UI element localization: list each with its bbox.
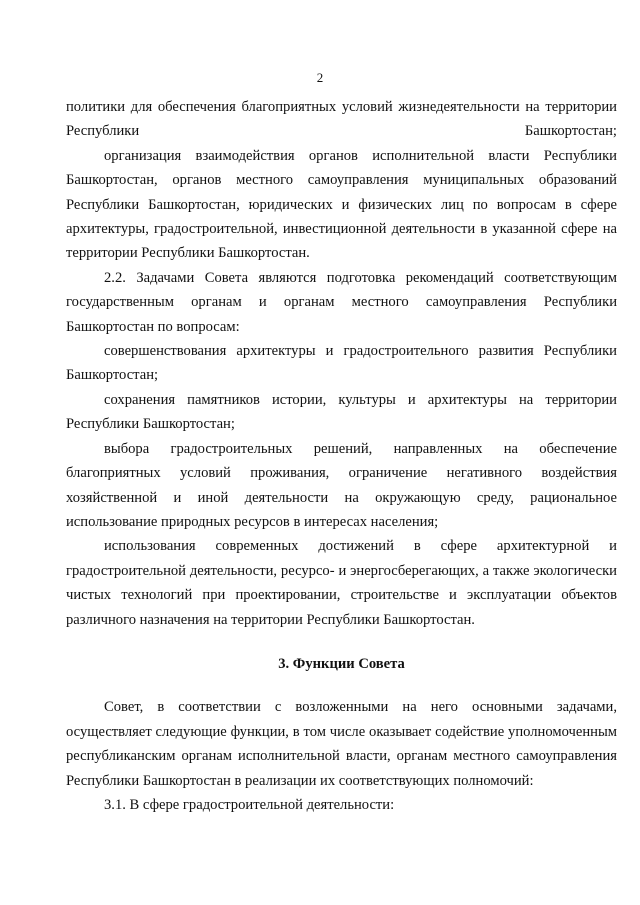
paragraph-6: выбора градостроительных решений, направленных на обеспечение благоприятных условий проживания, ограничение негативного воздействия хозяйственной и иной деятельности на окружающую среду, рациональное использование природных ресурсов в интересах населения; xyxy=(66,440,617,530)
paragraph-5: сохранения памятников истории, культуры и архитектуры на территории Республики Башкортостан; xyxy=(66,391,617,433)
document-body xyxy=(66,95,617,817)
paragraph-4: совершенствования архитектуры и градостроительного развития Республики Башкортостан; xyxy=(66,343,617,384)
paragraph-9: 3.1. В сфере градостроительной деятельности: xyxy=(104,796,395,813)
page-number: 2 xyxy=(316,70,324,85)
paragraph-8: Совет, в соответствии с возложенными на него основными задачами, осуществляет следующие функции, в том числе оказывает содействие уполномоченным республиканским органам исполнительной власти, органам местного самоуправления Республики Башкортостан в реализации их соответствующих полномочий: xyxy=(66,699,617,789)
section-heading: 3. Функции Совета xyxy=(278,655,405,672)
paragraph-2: организация взаимодействия органов исполнительной власти Республики Башкортостан, органов местного самоуправления муниципальных образований Республики Башкортостан, юридических и физических лиц по вопросам в сфере архитектуры, градостроительной, инвестиционной деятельности в указанной сфере на территории Республики Башкортостан. xyxy=(66,147,617,262)
paragraph-7: использования современных достижений в сфере архитектурной и градостроительной деятельности, ресурсо- и энергосберегающих, а также экологически чистых технологий при проектировании, строительстве и эксплуатации объектов различного назначения на территории Республики Башкортостан. xyxy=(66,538,617,628)
paragraph-1: политики для обеспечения благоприятных условий жизнедеятельности на территории Республики Башкортостан; xyxy=(66,99,617,140)
paragraph-3: 2.2. Задачами Совета являются подготовка рекомендаций соответствующим государственным органам и органам местного самоуправления Республики Башкортостан по вопросам: xyxy=(66,269,617,335)
